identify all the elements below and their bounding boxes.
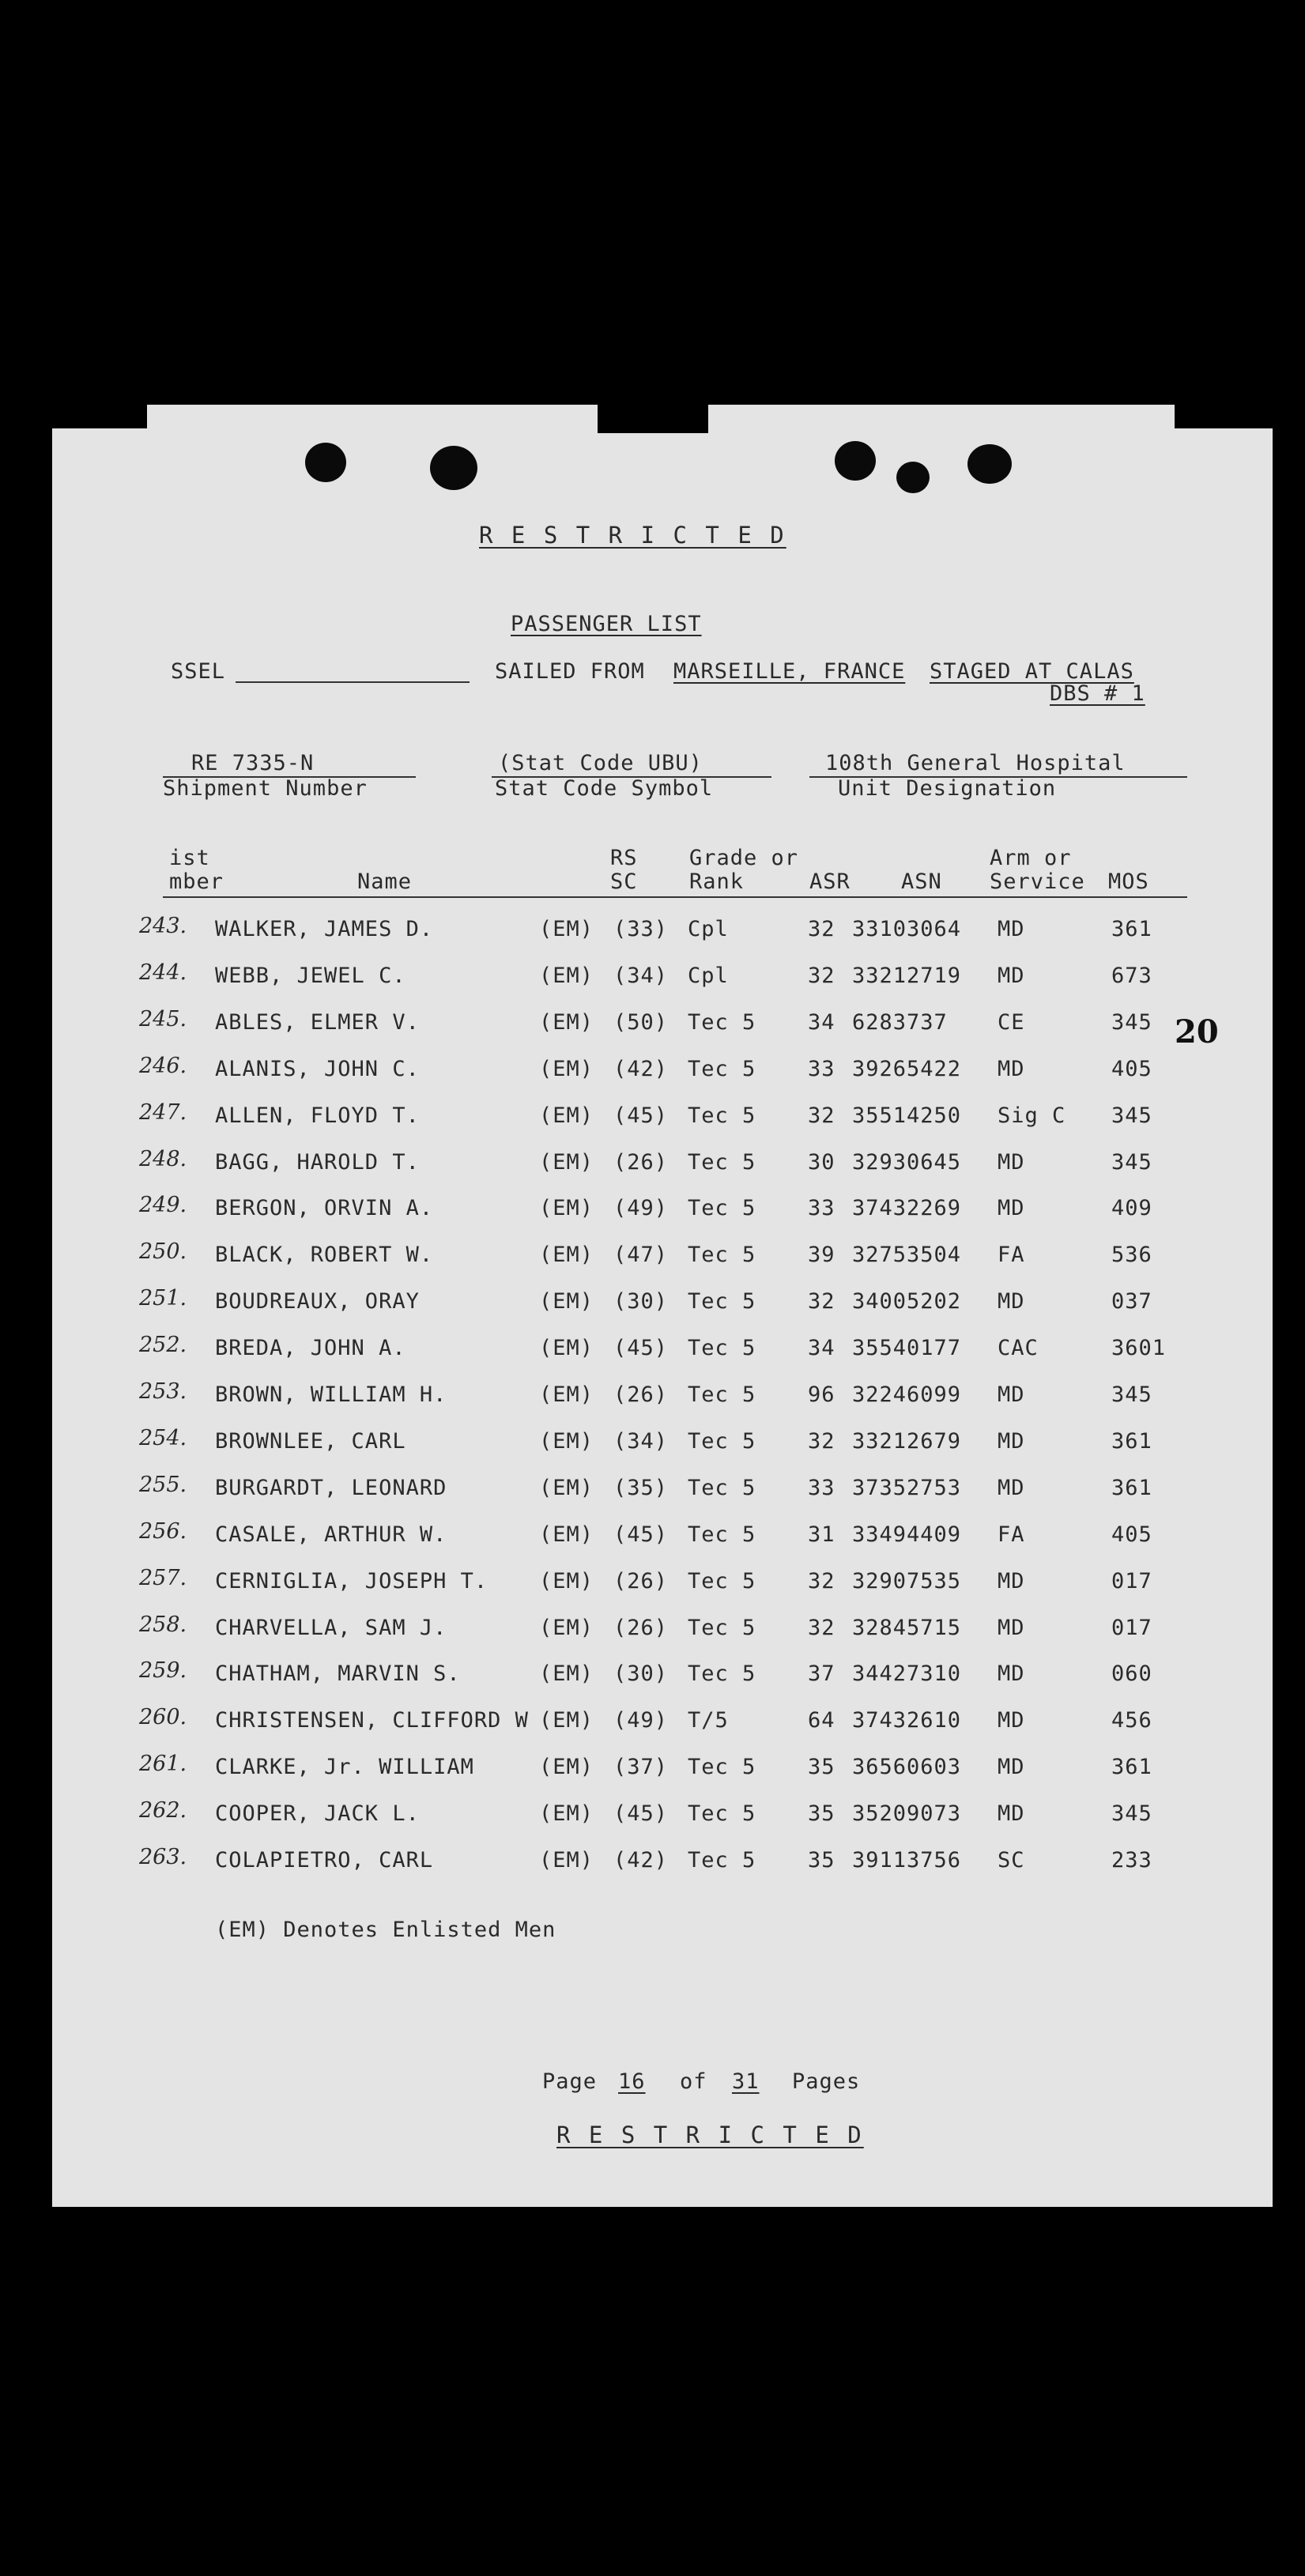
row-arm: MD <box>998 1801 1025 1827</box>
row-rs-sc: (26) <box>613 1615 669 1640</box>
row-mos: 345 <box>1111 1103 1152 1128</box>
row-mos: 345 <box>1111 1149 1152 1175</box>
row-mos: 361 <box>1111 1475 1152 1500</box>
row-asr: 34 <box>808 1336 835 1361</box>
row-mos: 3601 <box>1111 1336 1167 1361</box>
row-rs-sc: (26) <box>613 1382 669 1407</box>
row-grade: Tec 5 <box>688 1615 756 1640</box>
row-rs-sc: (37) <box>613 1755 669 1780</box>
row-asn: 33494409 <box>852 1522 962 1547</box>
col-arm-bottom: Service <box>990 869 1085 894</box>
punch-hole <box>896 462 930 493</box>
document-title: PASSENGER LIST <box>511 612 702 636</box>
row-name: BURGARDT, LEONARD <box>215 1475 447 1500</box>
row-grade: Tec 5 <box>688 1755 756 1780</box>
row-asn: 32845715 <box>852 1615 962 1640</box>
row-type: (EM) <box>539 1149 594 1175</box>
row-asr: 32 <box>808 1428 835 1454</box>
row-asn: 33212679 <box>852 1428 962 1454</box>
row-rs-sc: (49) <box>613 1708 669 1733</box>
row-asn: 32753504 <box>852 1243 962 1268</box>
row-grade: Cpl <box>688 963 729 988</box>
col-arm-top: Arm or <box>990 846 1072 870</box>
row-mos: 233 <box>1111 1848 1152 1873</box>
shipment-number-value: RE 7335-N <box>191 751 315 775</box>
row-asn: 33212719 <box>852 963 962 988</box>
row-mos: 017 <box>1111 1568 1152 1593</box>
col-rs-top: RS <box>610 846 638 870</box>
row-name: ALLEN, FLOYD T. <box>215 1103 420 1128</box>
row-mos: 361 <box>1111 917 1152 941</box>
row-asn: 32930645 <box>852 1149 962 1175</box>
vessel-blank-line <box>236 681 470 683</box>
row-number: 257. <box>139 1565 187 1590</box>
col-grade-bottom: Rank <box>689 869 745 894</box>
row-arm: MD <box>998 963 1025 988</box>
row-name: ABLES, ELMER V. <box>215 1009 420 1035</box>
row-mos: 361 <box>1111 1428 1152 1454</box>
row-asr: 35 <box>808 1848 835 1873</box>
row-mos: 409 <box>1111 1196 1152 1221</box>
page-of-label: of <box>680 2069 707 2094</box>
row-type: (EM) <box>539 1196 594 1221</box>
row-mos: 673 <box>1111 963 1152 988</box>
torn-corner <box>52 405 147 428</box>
row-arm: MD <box>998 1615 1025 1640</box>
row-asr: 34 <box>808 1009 835 1035</box>
row-mos: 536 <box>1111 1243 1152 1268</box>
row-number: 263. <box>139 1845 187 1869</box>
row-type: (EM) <box>539 1336 594 1361</box>
row-type: (EM) <box>539 1615 594 1640</box>
row-name: BOUDREAUX, ORAY <box>215 1289 420 1314</box>
row-asn: 37432610 <box>852 1708 962 1733</box>
row-number: 248. <box>139 1146 187 1171</box>
row-number: 261. <box>139 1752 187 1777</box>
row-asr: 32 <box>808 917 835 941</box>
row-rs-sc: (42) <box>613 1848 669 1873</box>
row-mos: 060 <box>1111 1661 1152 1687</box>
torn-edge <box>1175 405 1273 428</box>
row-number: 259. <box>139 1658 187 1684</box>
row-name: CHATHAM, MARVIN S. <box>215 1661 461 1687</box>
margin-stamp: 20 <box>1175 1013 1219 1050</box>
row-number: 246. <box>139 1053 187 1078</box>
row-arm: MD <box>998 1428 1025 1454</box>
row-type: (EM) <box>539 1661 594 1687</box>
row-number: 253. <box>139 1379 187 1404</box>
row-number: 262. <box>139 1798 187 1824</box>
row-number: 249. <box>139 1193 187 1218</box>
row-rs-sc: (49) <box>613 1196 669 1221</box>
row-type: (EM) <box>539 1848 594 1873</box>
row-number: 251. <box>139 1286 187 1311</box>
row-asn: 32246099 <box>852 1382 962 1407</box>
punch-hole <box>967 444 1012 484</box>
row-type: (EM) <box>539 1708 594 1733</box>
stat-code-label: Stat Code Symbol <box>495 776 714 801</box>
row-arm: MD <box>998 1289 1025 1314</box>
row-rs-sc: (34) <box>613 1428 669 1454</box>
restricted-header: R E S T R I C T E D <box>479 522 786 549</box>
row-number: 247. <box>139 1099 187 1125</box>
row-rs-sc: (30) <box>613 1661 669 1687</box>
row-rs-sc: (42) <box>613 1056 669 1081</box>
row-grade: Tec 5 <box>688 1243 756 1268</box>
row-asn: 35209073 <box>852 1801 962 1827</box>
row-grade: Tec 5 <box>688 1103 756 1128</box>
row-asn: 34427310 <box>852 1661 962 1687</box>
row-name: BLACK, ROBERT W. <box>215 1243 434 1268</box>
row-asr: 32 <box>808 1615 835 1640</box>
row-arm: MD <box>998 917 1025 941</box>
row-grade: T/5 <box>688 1708 729 1733</box>
row-grade: Tec 5 <box>688 1289 756 1314</box>
row-mos: 405 <box>1111 1522 1152 1547</box>
sailed-from-value: MARSEILLE, FRANCE <box>673 659 906 684</box>
row-grade: Tec 5 <box>688 1149 756 1175</box>
row-mos: 361 <box>1111 1755 1152 1780</box>
row-name: ALANIS, JOHN C. <box>215 1056 420 1081</box>
row-arm: Sig C <box>998 1103 1066 1128</box>
row-number: 252. <box>139 1333 187 1358</box>
row-asn: 32907535 <box>852 1568 962 1593</box>
col-list-bottom: mber <box>169 869 224 894</box>
row-type: (EM) <box>539 1009 594 1035</box>
row-mos: 345 <box>1111 1382 1152 1407</box>
row-name: BAGG, HAROLD T. <box>215 1149 420 1175</box>
row-asn: 37352753 <box>852 1475 962 1500</box>
page-total: 31 <box>732 2069 760 2094</box>
footnote: (EM) Denotes Enlisted Men <box>215 1918 556 1942</box>
header-rule <box>163 896 1187 898</box>
row-number: 255. <box>139 1472 187 1497</box>
row-grade: Tec 5 <box>688 1661 756 1687</box>
torn-edge <box>598 405 708 433</box>
row-grade: Tec 5 <box>688 1522 756 1547</box>
row-grade: Tec 5 <box>688 1848 756 1873</box>
row-asr: 32 <box>808 1568 835 1593</box>
row-rs-sc: (33) <box>613 917 669 941</box>
page-number: 16 <box>618 2069 646 2094</box>
row-arm: MD <box>998 1056 1025 1081</box>
row-asn: 36560603 <box>852 1755 962 1780</box>
row-mos: 037 <box>1111 1289 1152 1314</box>
row-rs-sc: (45) <box>613 1103 669 1128</box>
row-number: 250. <box>139 1239 187 1265</box>
row-grade: Cpl <box>688 917 729 941</box>
row-name: WALKER, JAMES D. <box>215 917 434 941</box>
page-label: Page <box>542 2069 598 2094</box>
row-name: COOPER, JACK L. <box>215 1801 420 1827</box>
sailed-from-label: SAILED FROM <box>495 659 645 684</box>
row-arm: MD <box>998 1661 1025 1687</box>
unit-designation-value: 108th General Hospital <box>825 751 1126 775</box>
row-grade: Tec 5 <box>688 1801 756 1827</box>
row-number: 256. <box>139 1518 187 1544</box>
row-rs-sc: (30) <box>613 1289 669 1314</box>
row-grade: Tec 5 <box>688 1382 756 1407</box>
row-arm: FA <box>998 1243 1025 1268</box>
row-rs-sc: (26) <box>613 1568 669 1593</box>
row-grade: Tec 5 <box>688 1475 756 1500</box>
row-arm: FA <box>998 1522 1025 1547</box>
row-mos: 456 <box>1111 1708 1152 1733</box>
row-type: (EM) <box>539 917 594 941</box>
staged-value: DBS # 1 <box>1050 681 1145 706</box>
row-rs-sc: (50) <box>613 1009 669 1035</box>
stat-code-value: (Stat Code UBU) <box>498 751 703 775</box>
row-grade: Tec 5 <box>688 1568 756 1593</box>
row-asn: 6283737 <box>852 1009 948 1035</box>
col-asr: ASR <box>809 869 851 894</box>
row-rs-sc: (45) <box>613 1336 669 1361</box>
row-name: BERGON, ORVIN A. <box>215 1196 434 1221</box>
row-asn: 37432269 <box>852 1196 962 1221</box>
row-name: CLARKE, Jr. WILLIAM <box>215 1755 474 1780</box>
row-asr: 39 <box>808 1243 835 1268</box>
row-grade: Tec 5 <box>688 1009 756 1035</box>
col-name: Name <box>357 869 413 894</box>
row-rs-sc: (35) <box>613 1475 669 1500</box>
restricted-footer: R E S T R I C T E D <box>556 2122 864 2148</box>
unit-designation-label: Unit Designation <box>838 776 1057 801</box>
row-arm: MD <box>998 1382 1025 1407</box>
row-asr: 32 <box>808 963 835 988</box>
row-number: 258. <box>139 1612 187 1637</box>
row-asr: 35 <box>808 1801 835 1827</box>
col-grade-top: Grade or <box>689 846 799 870</box>
row-asr: 30 <box>808 1149 835 1175</box>
row-type: (EM) <box>539 1755 594 1780</box>
row-type: (EM) <box>539 1056 594 1081</box>
row-mos: 345 <box>1111 1801 1152 1827</box>
row-type: (EM) <box>539 1475 594 1500</box>
row-asr: 32 <box>808 1103 835 1128</box>
row-type: (EM) <box>539 963 594 988</box>
row-asn: 35540177 <box>852 1336 962 1361</box>
staged-label: STAGED AT CALAS <box>930 659 1134 684</box>
row-name: CHARVELLA, SAM J. <box>215 1615 447 1640</box>
row-asr: 96 <box>808 1382 835 1407</box>
row-type: (EM) <box>539 1801 594 1827</box>
row-arm: SC <box>998 1848 1025 1873</box>
punch-hole <box>430 446 477 490</box>
row-mos: 405 <box>1111 1056 1152 1081</box>
row-name: BROWN, WILLIAM H. <box>215 1382 447 1407</box>
row-asr: 33 <box>808 1056 835 1081</box>
row-name: WEBB, JEWEL C. <box>215 963 406 988</box>
shipment-number-label: Shipment Number <box>163 776 368 801</box>
row-type: (EM) <box>539 1289 594 1314</box>
punch-hole <box>835 441 876 481</box>
document-page <box>52 405 1273 2207</box>
row-asn: 35514250 <box>852 1103 962 1128</box>
row-name: BREDA, JOHN A. <box>215 1336 406 1361</box>
row-arm: MD <box>998 1755 1025 1780</box>
row-rs-sc: (34) <box>613 963 669 988</box>
row-number: 254. <box>139 1425 187 1450</box>
col-list-top: ist <box>169 846 210 870</box>
row-arm: MD <box>998 1149 1025 1175</box>
row-asr: 31 <box>808 1522 835 1547</box>
row-arm: MD <box>998 1475 1025 1500</box>
row-grade: Tec 5 <box>688 1196 756 1221</box>
row-rs-sc: (45) <box>613 1801 669 1827</box>
row-arm: MD <box>998 1196 1025 1221</box>
row-arm: MD <box>998 1568 1025 1593</box>
row-arm: CAC <box>998 1336 1039 1361</box>
row-number: 245. <box>139 1006 187 1032</box>
row-asr: 33 <box>808 1475 835 1500</box>
row-type: (EM) <box>539 1568 594 1593</box>
row-asn: 33103064 <box>852 917 962 941</box>
row-type: (EM) <box>539 1103 594 1128</box>
row-type: (EM) <box>539 1243 594 1268</box>
row-type: (EM) <box>539 1522 594 1547</box>
row-rs-sc: (47) <box>613 1243 669 1268</box>
row-grade: Tec 5 <box>688 1056 756 1081</box>
row-name: CHRISTENSEN, CLIFFORD W <box>215 1708 529 1733</box>
row-arm: CE <box>998 1009 1025 1035</box>
row-asr: 33 <box>808 1196 835 1221</box>
col-rs-bottom: SC <box>610 869 638 894</box>
row-arm: MD <box>998 1708 1025 1733</box>
row-mos: 345 <box>1111 1009 1152 1035</box>
row-asn: 39113756 <box>852 1848 962 1873</box>
row-number: 243. <box>139 914 187 938</box>
row-name: CASALE, ARTHUR W. <box>215 1522 447 1547</box>
row-mos: 017 <box>1111 1615 1152 1640</box>
row-asr: 32 <box>808 1289 835 1314</box>
row-asr: 64 <box>808 1708 835 1733</box>
row-number: 244. <box>139 960 187 985</box>
pages-label: Pages <box>792 2069 861 2094</box>
row-grade: Tec 5 <box>688 1336 756 1361</box>
row-asr: 37 <box>808 1661 835 1687</box>
row-name: CERNIGLIA, JOSEPH T. <box>215 1568 488 1593</box>
row-type: (EM) <box>539 1428 594 1454</box>
row-rs-sc: (26) <box>613 1149 669 1175</box>
row-name: COLAPIETRO, CARL <box>215 1848 434 1873</box>
vessel-label: SSEL <box>171 659 226 684</box>
row-asr: 35 <box>808 1755 835 1780</box>
col-asn: ASN <box>901 869 942 894</box>
row-grade: Tec 5 <box>688 1428 756 1454</box>
col-mos: MOS <box>1108 869 1149 894</box>
punch-hole <box>305 443 346 482</box>
row-type: (EM) <box>539 1382 594 1407</box>
row-name: BROWNLEE, CARL <box>215 1428 406 1454</box>
row-rs-sc: (45) <box>613 1522 669 1547</box>
row-number: 260. <box>139 1705 187 1730</box>
row-asn: 34005202 <box>852 1289 962 1314</box>
row-asn: 39265422 <box>852 1056 962 1081</box>
